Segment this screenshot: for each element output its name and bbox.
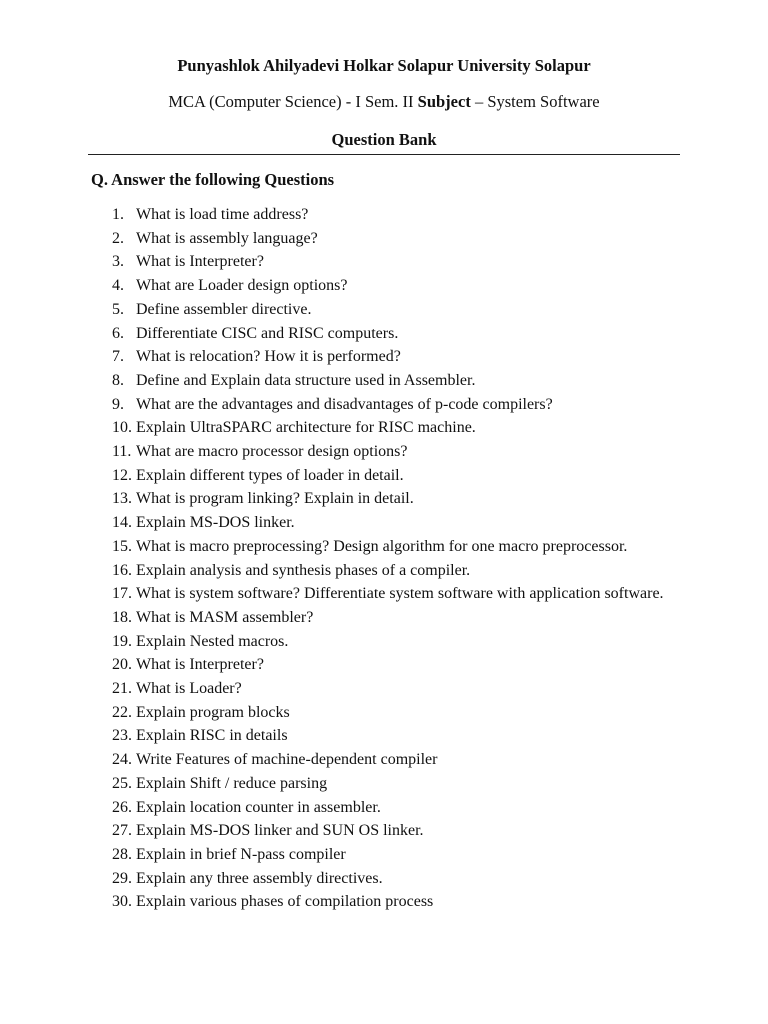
question-item	[0, 464, 768, 488]
question-number: 30.	[112, 893, 132, 911]
document-title: Question Bank	[331, 130, 437, 149]
question-text: Explain analysis and synthesis phases of a compiler.	[136, 561, 471, 579]
question-item	[0, 322, 768, 346]
question-text: Explain Nested macros.	[136, 632, 289, 650]
question-item	[0, 440, 768, 464]
question-number: 12.	[112, 466, 132, 484]
question-number: 1.	[112, 206, 124, 223]
question-item	[0, 890, 768, 914]
question-item	[0, 701, 768, 725]
question-text: Explain program blocks	[136, 703, 290, 721]
university-name: Punyashlok Ahilyadevi Holkar Solapur University Solapur	[177, 56, 591, 75]
question-text: Explain any three assembly directives.	[136, 869, 383, 887]
question-item	[0, 724, 768, 748]
question-item	[0, 630, 768, 654]
question-number: 11.	[112, 443, 132, 461]
question-text: What are Loader design options?	[136, 277, 348, 295]
question-item	[0, 250, 768, 274]
question-text: What are the advantages and disadvantages of p-code compilers?	[136, 395, 553, 413]
question-text: What is macro preprocessing? Design algorithm for one macro preprocessor.	[136, 537, 628, 555]
question-number: 8.	[112, 371, 124, 389]
question-text: Explain UltraSPARC architecture for RISC machine.	[136, 419, 476, 437]
question-item	[0, 369, 768, 393]
question-item	[0, 298, 768, 322]
question-number: 24.	[112, 751, 132, 769]
subject-label: Subject	[417, 92, 471, 111]
question-number: 22.	[112, 703, 132, 721]
question-number: 18.	[112, 608, 132, 626]
course-subject-line	[0, 91, 768, 113]
question-text: What is MASM assembler?	[136, 608, 314, 626]
question-text: Define assembler directive.	[136, 300, 312, 318]
course-label: MCA (Computer Science) - I Sem. II	[168, 92, 418, 111]
question-number: 25.	[112, 774, 132, 792]
question-number: 17.	[112, 585, 132, 603]
question-list	[0, 203, 768, 914]
section-heading: Q. Answer the following Questions	[91, 170, 335, 189]
question-item	[0, 559, 768, 583]
question-item	[0, 677, 768, 701]
question-text: What is Interpreter?	[136, 656, 264, 674]
question-item	[0, 819, 768, 843]
question-number: 27.	[112, 822, 132, 840]
question-item	[0, 653, 768, 677]
question-number: 15.	[112, 537, 132, 555]
question-text: Differentiate CISC and RISC computers.	[136, 324, 399, 342]
question-text: What is Interpreter?	[136, 253, 264, 271]
question-number: 13.	[112, 490, 132, 508]
question-item	[0, 582, 768, 606]
question-item	[0, 867, 768, 891]
question-text: What is load time address?	[136, 206, 309, 223]
question-text: Explain MS-DOS linker.	[136, 514, 295, 532]
question-text: Write Features of machine-dependent compiler	[136, 751, 438, 769]
question-text: What is relocation? How it is performed?	[136, 348, 401, 366]
question-item	[0, 511, 768, 535]
question-number: 28.	[112, 845, 132, 863]
question-number: 21.	[112, 680, 132, 698]
question-item	[0, 606, 768, 630]
question-number: 6.	[112, 324, 124, 342]
question-item	[0, 416, 768, 440]
question-text: What is system software? Differentiate system software with application software.	[136, 585, 664, 603]
question-text: What is Loader?	[136, 680, 242, 698]
question-item	[0, 535, 768, 559]
question-item	[0, 203, 768, 227]
question-item	[0, 748, 768, 772]
question-number: 14.	[112, 514, 132, 532]
question-text: Explain in brief N-pass compiler	[136, 845, 346, 863]
question-text: Explain Shift / reduce parsing	[136, 774, 328, 792]
subject-name: – System Software	[470, 92, 600, 111]
question-number: 29.	[112, 869, 132, 887]
question-number: 7.	[112, 348, 124, 366]
question-item	[0, 772, 768, 796]
question-item	[0, 274, 768, 298]
question-text: Define and Explain data structure used in Assembler.	[136, 371, 476, 389]
question-number: 26.	[112, 798, 132, 816]
question-number: 10.	[112, 419, 132, 437]
question-text: Explain MS-DOS linker and SUN OS linker.	[136, 822, 424, 840]
question-text: What is assembly language?	[136, 229, 318, 247]
question-number: 16.	[112, 561, 132, 579]
question-item	[0, 393, 768, 417]
question-item	[0, 796, 768, 820]
question-number: 9.	[112, 395, 124, 413]
question-item	[0, 487, 768, 511]
question-text: Explain RISC in details	[136, 727, 288, 745]
question-number: 4.	[112, 277, 124, 295]
question-number: 2.	[112, 229, 124, 247]
question-item	[0, 843, 768, 867]
question-number: 23.	[112, 727, 132, 745]
question-text: Explain different types of loader in detail.	[136, 466, 404, 484]
question-text: What are macro processor design options?	[136, 443, 408, 461]
question-text: What is program linking? Explain in detail.	[136, 490, 414, 508]
question-number: 19.	[112, 632, 132, 650]
header-divider	[88, 154, 680, 155]
question-number: 20.	[112, 656, 132, 674]
question-item	[0, 227, 768, 251]
question-text: Explain various phases of compilation process	[136, 893, 434, 911]
question-text: Explain location counter in assembler.	[136, 798, 381, 816]
question-number: 3.	[112, 253, 124, 271]
question-number: 5.	[112, 300, 124, 318]
question-item	[0, 345, 768, 369]
